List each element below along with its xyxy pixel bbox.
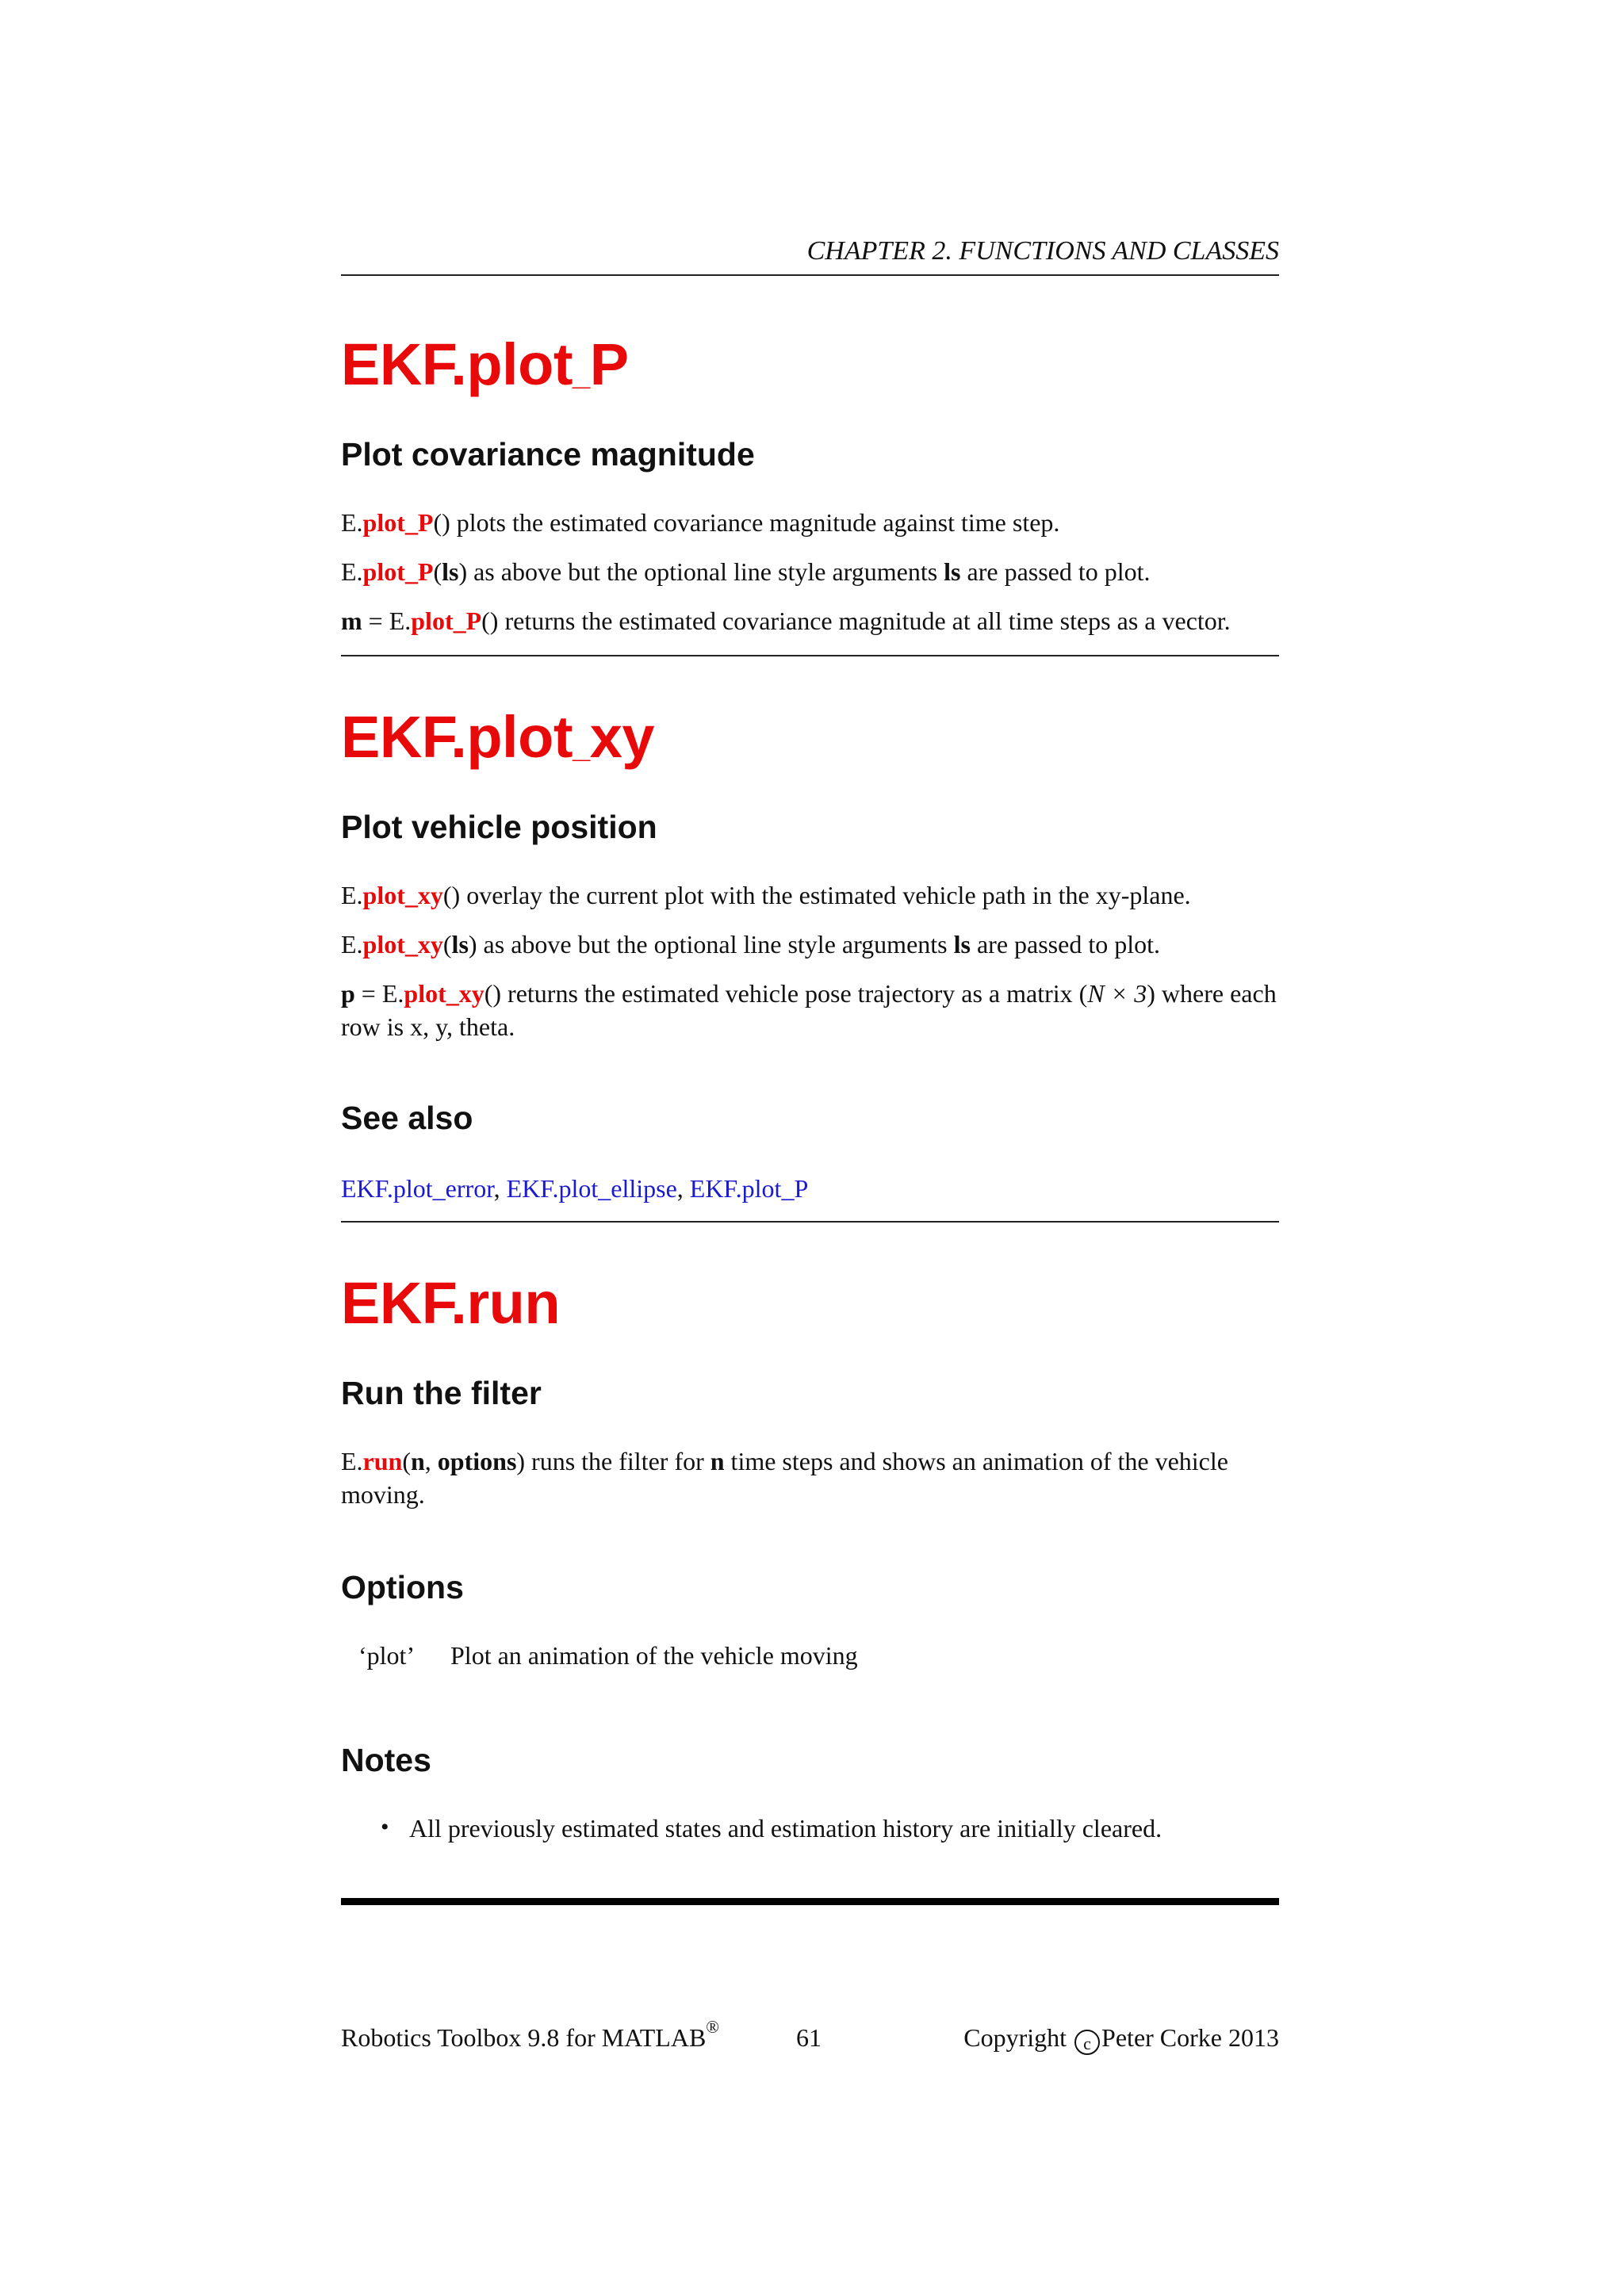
section-subtitle-plot-p: Plot covariance magnitude (341, 436, 755, 473)
notes-heading: Notes (341, 1742, 431, 1778)
footer-rule (341, 1898, 1279, 1905)
link-ekf-plot-ellipse[interactable]: EKF.plot_ellipse (506, 1174, 677, 1203)
footer-right: Copyright c Peter Corke 2013 (963, 2023, 1279, 2053)
section-subtitle-plot-xy: Plot vehicle position (341, 809, 657, 845)
plot-xy-usage-3: p = E.plot_xy() returns the estimated vehicle pose trajectory as a matrix (N × 3) where each row is x, y, theta. (341, 979, 1277, 1041)
copyright-icon: c (1074, 2030, 1100, 2055)
section-divider (341, 1221, 1279, 1223)
plot-p-usage-3: m = E.plot_P() returns the estimated covariance magnitude at all time steps as a vector. (341, 607, 1231, 635)
section-divider (341, 655, 1279, 656)
link-ekf-plot-p[interactable]: EKF.plot_P (689, 1174, 809, 1203)
plot-p-usage-2: E.plot_P(ls) as above but the optional line style arguments ls are passed to plot. (341, 557, 1151, 586)
see-also-links: EKF.plot_error, EKF.plot_ellipse, EKF.plot_P (341, 1174, 809, 1203)
bullet-icon: • (381, 1814, 389, 1840)
header-rule (341, 274, 1279, 276)
document-page (341, 0, 1279, 2296)
notes-list-item: • All previously estimated states and estimation history are initially cleared. (381, 1814, 1162, 1843)
options-heading: Options (341, 1569, 464, 1605)
plot-xy-usage-2: E.plot_xy(ls) as above but the optional line style arguments ls are passed to plot. (341, 930, 1160, 959)
run-usage: E.run(n, options) runs the filter for n time steps and shows an animation of the vehicle moving. (341, 1447, 1228, 1509)
options-row (341, 1641, 1279, 1676)
section-title-run: EKF.run (341, 1270, 561, 1336)
running-header: CHAPTER 2. FUNCTIONS AND CLASSES (806, 236, 1279, 266)
option-key: ‘plot’ (358, 1641, 416, 1670)
plot-xy-usage-1: E.plot_xy() overlay the current plot with the estimated vehicle path in the xy-plane. (341, 881, 1191, 909)
option-description: Plot an animation of the vehicle moving (450, 1641, 858, 1670)
page-number: 61 (796, 2023, 822, 2052)
see-also-heading: See also (341, 1100, 473, 1136)
section-title-plot-p: EKF.plot_P (341, 331, 629, 397)
footer-left: Robotics Toolbox 9.8 for MATLAB® (341, 2017, 719, 2052)
plot-p-usage-1: E.plot_P() plots the estimated covariance magnitude against time step. (341, 508, 1060, 537)
section-title-plot-xy: EKF.plot_xy (341, 704, 655, 770)
section-subtitle-run: Run the filter (341, 1375, 542, 1411)
link-ekf-plot-error[interactable]: EKF.plot_error (341, 1174, 494, 1203)
